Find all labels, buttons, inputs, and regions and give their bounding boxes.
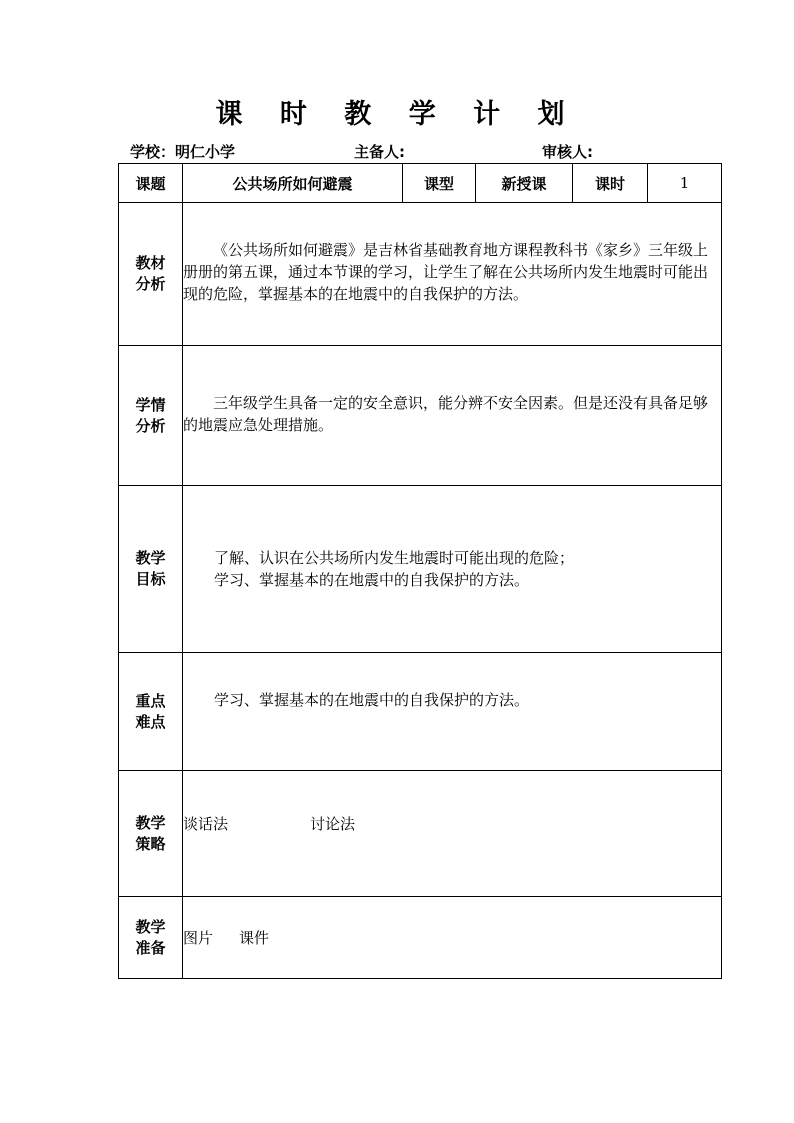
preparation-item: 课件 — [239, 929, 270, 947]
hours-label: 课时 — [573, 164, 648, 203]
preparer-field: 主备人: — [354, 143, 405, 161]
hours-value: 1 — [648, 164, 722, 203]
school-field: 学校：明仁小学 — [130, 143, 236, 161]
header-row — [119, 164, 722, 203]
textbook-analysis-label: 教材 分析 — [119, 203, 183, 346]
textbook-analysis-content: 《公共场所如何避震》是吉林省基础教育地方课程教科书《家乡》三年级上册册的第五课，通过本节课的学习，让学生了解在公共场所内发生地震时可能出现的危险，掌握基本的在地震中的自我保护的方法。 — [183, 203, 722, 346]
type-value: 新授课 — [476, 164, 573, 203]
key-points-label: 重点 难点 — [119, 653, 183, 771]
teaching-strategy-content — [183, 771, 722, 897]
student-analysis-label: 学情 分析 — [119, 346, 183, 486]
teaching-strategy-row — [119, 771, 722, 897]
reviewer-field: 审核人: — [542, 143, 593, 161]
teaching-preparation-row — [119, 897, 722, 979]
textbook-analysis-row — [119, 203, 722, 346]
topic-value: 公共场所如何避震 — [183, 164, 403, 203]
page-title: 课 时 教 学 计 划 — [215, 99, 579, 130]
goal-item: 了解、认识在公共场所内发生地震时可能出现的危险； — [214, 549, 575, 567]
preparation-item: 图片 — [183, 929, 214, 947]
key-points-content: 学习、掌握基本的在地震中的自我保护的方法。 — [183, 653, 722, 771]
strategy-item: 讨论法 — [310, 815, 356, 833]
teaching-goals-label: 教学 目标 — [119, 486, 183, 653]
topic-label: 课题 — [119, 164, 183, 203]
key-points-row — [119, 653, 722, 771]
strategy-item: 谈话法 — [183, 815, 229, 833]
type-label: 课型 — [403, 164, 476, 203]
teaching-preparation-content — [183, 897, 722, 979]
goal-item: 学习、掌握基本的在地震中的自我保护的方法。 — [214, 571, 530, 589]
student-analysis-content: 三年级学生具备一定的安全意识，能分辨不安全因素。但是还没有具备足够的地震应急处理措施。 — [183, 346, 722, 486]
lesson-plan-table — [118, 163, 722, 979]
teaching-strategy-label: 教学 策略 — [119, 771, 183, 897]
student-analysis-row — [119, 346, 722, 486]
teaching-preparation-label: 教学 准备 — [119, 897, 183, 979]
teaching-goals-content — [183, 486, 722, 653]
teaching-goals-row — [119, 486, 722, 653]
